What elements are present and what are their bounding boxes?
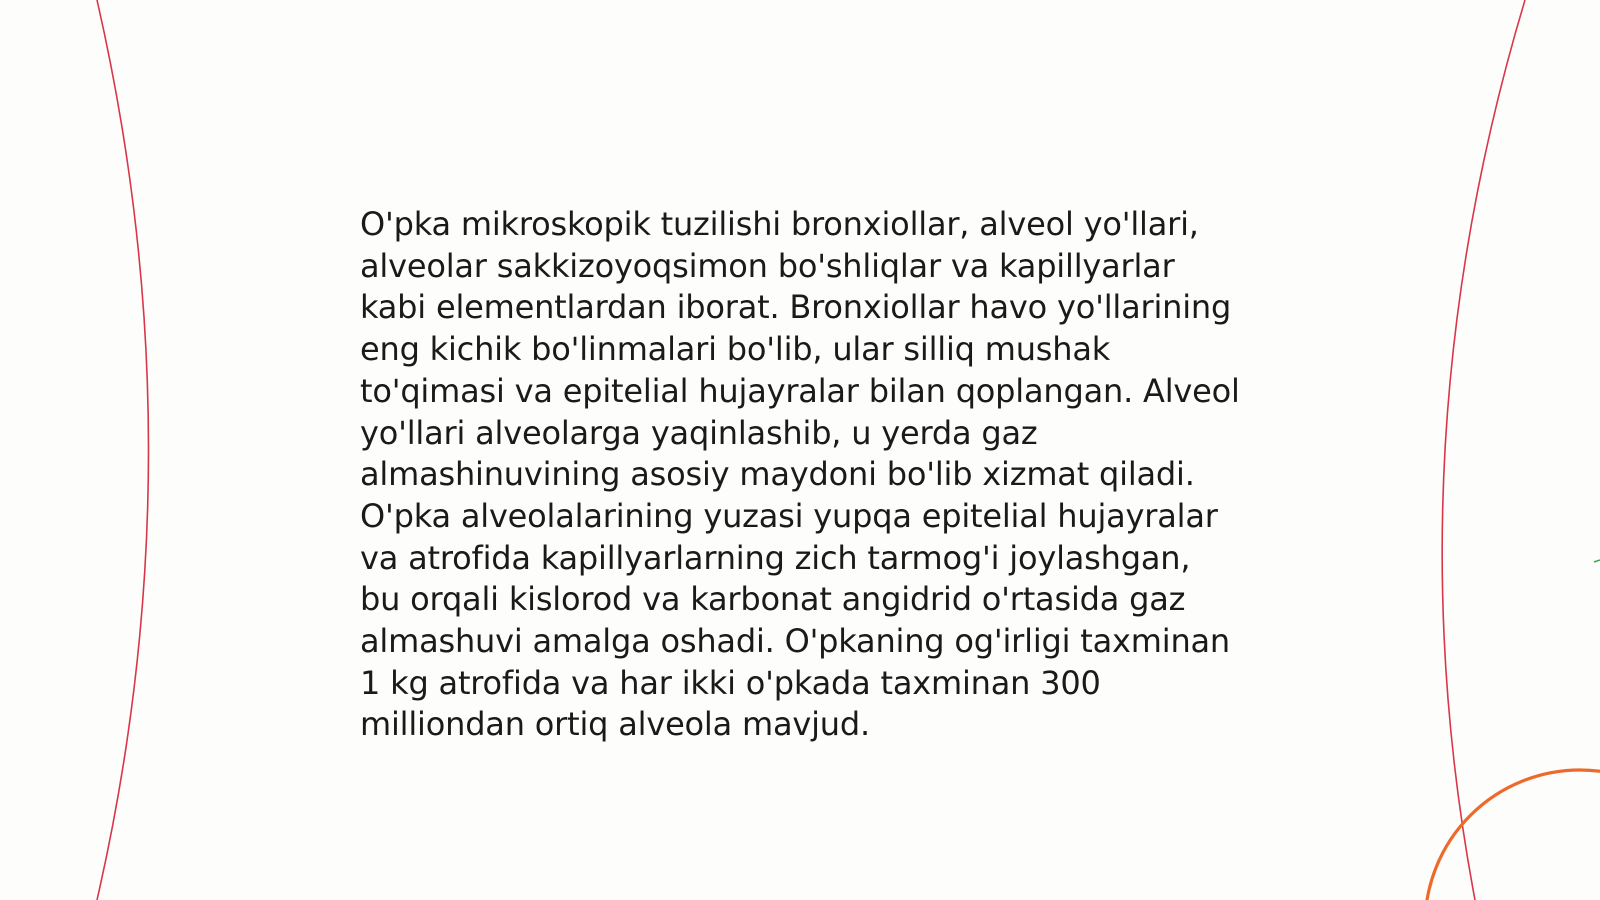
orange-circle-arc <box>1425 770 1600 900</box>
left-red-curve <box>97 0 149 900</box>
right-red-curve <box>1442 0 1525 900</box>
green-accent-mark <box>1594 560 1600 562</box>
slide-body-paragraph: O'pka mikroskopik tuzilishi bronxiollar, alveol yo'llari, alveolar sakkizoyoqsimon bo'shliqlar va kapillyarlar kabi elementlardan iborat. Bronxiollar havo yo'llarining eng kichik bo'linmalari bo'lib, ular silliq mushak to'qimasi va epitelial hujayralar bilan qoplangan. Alveol yo'llari alveolarga yaqinlashib, u yerda gaz almashinuvining asosiy maydoni bo'lib xizmat qiladi. O'pka alveolalarining yuzasi yupqa epitelial hujayralar va atrofida kapillyarlarning zich tarmog'i joylashgan, bu orqali kislorod va karbonat angidrid o'rtasida gaz almashuvi amalga oshadi. O'pkaning og'irligi taxminan 1 kg atrofida va har ikki o'pkada taxminan 300 milliondan ortiq alveola mavjud. <box>360 205 1240 744</box>
